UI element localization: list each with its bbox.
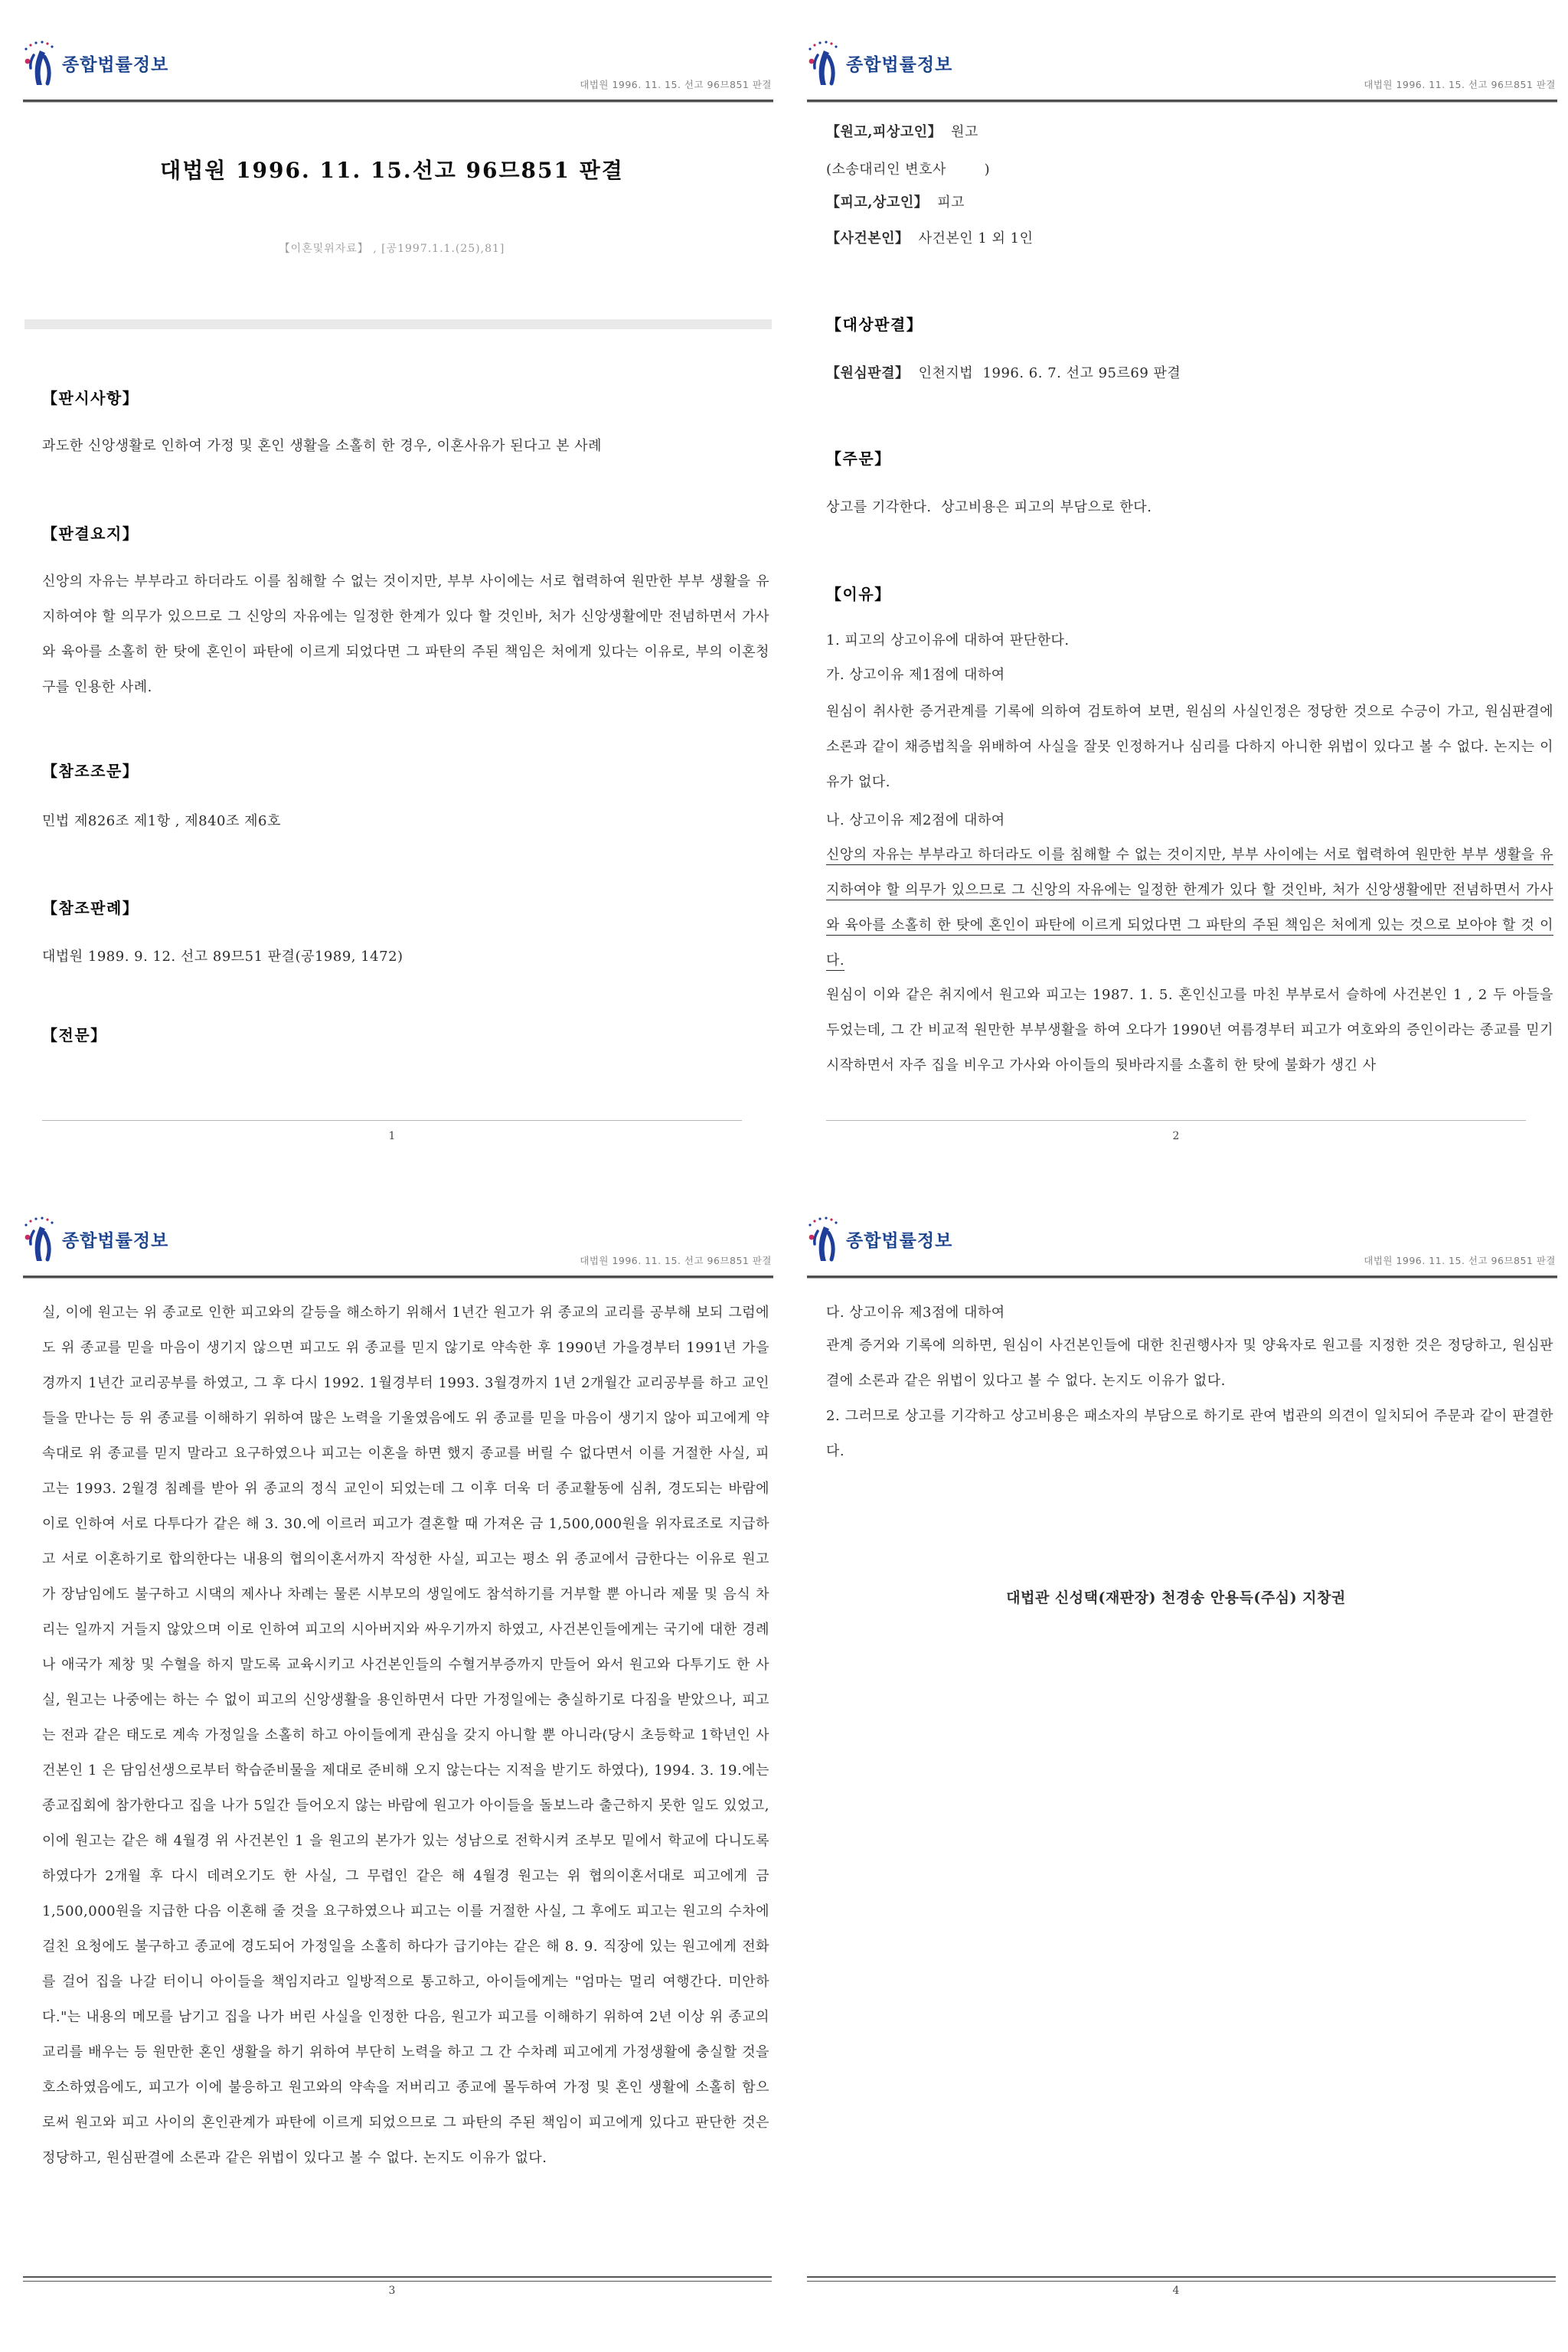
party-case-person bbox=[826, 221, 1553, 256]
brand-logo-icon bbox=[805, 1214, 841, 1263]
section-heading-chamjojomun: 【참조조문】 bbox=[42, 762, 139, 780]
header-case-ref: 대법원 1996. 11. 15. 선고 96므851 판결 bbox=[1364, 79, 1556, 90]
brand-logo-icon bbox=[21, 38, 57, 87]
party-plaintiff bbox=[826, 115, 1553, 150]
wonsim-label: 【원심판결】 bbox=[826, 365, 910, 381]
chamjojomun-body: 민법 제826조 제1항 , 제840조 제6호 bbox=[42, 813, 281, 829]
reason-paragraph-underlined: 신앙의 자유는 부부라고 하더라도 이를 침해할 수 없는 것이지만, 부부 사이에는 서로 협력하여 원만한 부부 생활을 유지하여야 할 의무가 있으므로 그 신앙의 자유에는 일정한 한계가 있다 할 것인바, 처가 신앙생활에만 전념하면서 가사와 육아를 소홀히 한 탓에 혼인이 파탄에 이르게 되었다면 그 파탄의 주된 책임은 처에게 있는 것으로 보아야 할 것 이다. bbox=[826, 847, 1553, 969]
judges-line: 대법관 신성택(재판장) 천경송 안용득(주심) 지창권 bbox=[1006, 1589, 1346, 1606]
brand-name: 종합법률정보 bbox=[846, 1230, 953, 1251]
page-2 bbox=[784, 0, 1568, 1176]
section-heading-jumun: 【주문】 bbox=[826, 449, 891, 468]
header-case-ref: 대법원 1996. 11. 15. 선고 96므851 판결 bbox=[580, 79, 772, 90]
party-attorney: (소송대리인 변호사 ) bbox=[826, 162, 991, 178]
brand-logo-icon bbox=[21, 1214, 57, 1263]
page-number: 1 bbox=[388, 1130, 396, 1142]
footer-rule bbox=[42, 1120, 742, 1121]
conclusion-paragraph: 2. 그러므로 상고를 기각하고 상고비용은 패소자의 부담으로 하기로 관여 법관의 의견이 일치되어 주문과 같이 판결한다. bbox=[826, 1408, 1553, 1459]
header-case-ref: 대법원 1996. 11. 15. 선고 96므851 판결 bbox=[1364, 1255, 1556, 1266]
reason-paragraph: 가. 상고이유 제1점에 대하여 bbox=[826, 667, 1005, 683]
chamjopallye-body: 대법원 1989. 9. 12. 선고 89므51 판결(공1989, 1472) bbox=[42, 949, 403, 965]
page-3 bbox=[0, 1176, 784, 2352]
brand-logo bbox=[805, 1214, 952, 1263]
party-defendant bbox=[826, 185, 1553, 220]
party-label: 【원고,피상고인】 bbox=[826, 124, 942, 140]
party-value: 사건본인 1 외 1인 bbox=[918, 230, 1034, 247]
reason-paragraph: 원심이 취사한 증거관계를 기록에 의하여 검토하여 보면, 원심의 사실인정은 정당한 것으로 수긍이 가고, 원심판결에 소론과 같이 채증법칙을 위배하여 사실을 잘못 인정하거나 심리를 다하지 아니한 위법이 있다고 볼 수 없다. 논지는 이유가 없다. bbox=[826, 704, 1553, 790]
reason-paragraph: 나. 상고이유 제2점에 대하여 bbox=[826, 812, 1005, 828]
pansisahang-body: 과도한 신앙생활로 인하여 가정 및 혼인 생활을 소홀히 한 경우, 이혼사유가 된다고 본 사례 bbox=[42, 438, 603, 454]
brand-name: 종합법률정보 bbox=[62, 54, 169, 75]
reason-paragraph: 다. 상고이유 제3점에 대하여 bbox=[826, 1305, 1005, 1321]
party-value: 원고 bbox=[951, 124, 978, 140]
wonsim-judgment bbox=[826, 356, 1553, 391]
section-heading-jeonmun: 【전문】 bbox=[42, 1026, 107, 1044]
brand-name: 종합법률정보 bbox=[62, 1230, 169, 1251]
brand-logo bbox=[21, 1214, 168, 1263]
section-heading-pansisahang: 【판시사항】 bbox=[42, 389, 139, 407]
page-subtitle: 【이혼및위자료】 , [공1997.1.1.(25),81] bbox=[279, 243, 505, 255]
page-title: 대법원 1996. 11. 15.선고 96므851 판결 bbox=[160, 158, 624, 183]
section-heading-chamjopallye: 【참조판례】 bbox=[42, 899, 139, 917]
party-label: 【사건본인】 bbox=[826, 230, 910, 247]
header-case-ref: 대법원 1996. 11. 15. 선고 96므851 판결 bbox=[580, 1255, 772, 1266]
divider-bar bbox=[24, 319, 772, 329]
header-rule bbox=[807, 100, 1557, 103]
facts-paragraph: 실, 이에 원고는 위 종교로 인한 피고와의 갈등을 해소하기 위해서 1년간 원고가 위 종교의 교리를 공부해 보되 그럼에도 위 종교를 믿을 마음이 생기지 않으면 피고도 위 종교를 믿지 않기로 약속한 후 1990년 가을경부터 1991년 가을경까지 1년간 교리공부를 하였고, 그 후 다시 1992. 1월경부터 1993. 3월경까지 1년 2개월간 교리공부를 하고 교인들을 만나는 등 위 종교를 이해하기 위하여 많은 노력을 기울였음에도 위 종교를 믿을 마음이 생기지 않아 피고에게 약속대로 위 종교를 믿지 말라고 요구하였으나 피고는 이혼을 하면 했지 종교를 버릴 수 없다면서 이를 거절한 사실, 피고는 1993. 2월경 침례를 받아 위 종교의 정식 교인이 되었는데 그 이후 더욱 더 종교활동에 심취, 경도되는 바람에 이로 인하여 서로 다투다가 같은 해 3. 30.에 이르러 피고가 결혼할 때 가져온 금 1,500,000원을 위자료조로 지급하고 서로 이혼하기로 합의한다는 내용의 협의이혼서까지 작성한 사실, 피고는 평소 위 종교에서 금한다는 이유로 원고가 장남임에도 불구하고 시댁의 제사나 차례는 물론 시부모의 생일에도 참석하기를 거부할 뿐 아니라 제물 및 음식 차리는 일까지 거들지 않았으며 이로 인하여 피고의 시아버지와 싸우기까지 하였고, 사건본인들에게는 국기에 대한 경례나 애국가 제창 및 수혈을 하지 말도록 교육시키고 사건본인들의 수혈거부증까지 만들어 와서 원고와 다투기도 한 사실, 원고는 나중에는 하는 수 없이 피고의 신앙생활을 용인하면서 다만 가정일에는 충실하기로 다짐을 받았으나, 피고는 전과 같은 태도로 계속 가정일을 소홀히 하고 아이들에게 관심을 갖지 아니할 뿐 아니라(당시 초등학교 1학년인 사건본인 1 은 담임선생으로부터 학습준비물을 제대로 준비해 오지 않는다는 지적을 받기도 하였다), 1994. 3. 19.에는 종교집회에 참가한다고 집을 나가 5일간 들어오지 않는 바람에 원고가 아이들을 돌보느라 출근하지 못한 일도 있었고, 이에 원고는 같은 해 4월경 위 사건본인 1 을 원고의 본가가 있는 성남으로 전학시켜 조부모 밑에서 학교에 다니도록 하였다가 2개월 후 다시 데려오기도 한 사실, 그 무렵인 같은 해 4월경 원고는 위 협의이혼서대로 피고에게 금 1,500,000원을 지급한 다음 이혼해 줄 것을 요구하였으나 피고는 이를 거절한 사실, 그 후에도 피고는 원고의 수차에 걸친 요청에도 불구하고 종교에 경도되어 가정일을 소홀히 하다가 급기야는 같은 해 8. 9. 직장에 있는 원고에게 전화를 걸어 집을 나갈 터이니 아이들을 책임지라고 일방적으로 통고하고, 아이들에게는 "엄마는 멀리 여행간다. 미안하다."는 내용의 메모를 남기고 집을 나가 버린 사실을 인정한 다음, 원고가 피고를 이해하기 위하여 2년 이상 위 종교의 교리를 배우는 등 원만한 혼인 생활을 하기 위하여 부단히 노력을 하고 그 간 수차례 피고에게 가정생활에 충실할 것을 호소하였음에도, 피고가 이에 불응하고 원고와의 약속을 저버리고 종교에 몰두하여 가정 및 혼인 생활에 소홀히 함으로써 원고와 피고 사이의 혼인관계가 파탄에 이르게 되었으므로 그 파탄의 주된 책임이 피고에게 있다고 판단한 것은 정당하고, 원심판결에 소론과 같은 위법이 있다고 볼 수 없다. 논지도 이유가 없다. bbox=[42, 1305, 769, 2166]
section-heading-daesangpangyeol: 【대상판결】 bbox=[826, 315, 923, 334]
brand-name: 종합법률정보 bbox=[846, 54, 953, 75]
section-heading-pangyeolyoji: 【판결요지】 bbox=[42, 524, 139, 543]
page-number: 2 bbox=[1172, 1130, 1180, 1142]
footer-rule bbox=[826, 1120, 1526, 1121]
page-4 bbox=[784, 1176, 1568, 2352]
brand-logo bbox=[21, 38, 168, 87]
page-number: 3 bbox=[388, 2285, 396, 2297]
brand-logo bbox=[805, 38, 952, 87]
pangyeolyoji-body: 신앙의 자유는 부부라고 하더라도 이를 침해할 수 없는 것이지만, 부부 사이에는 서로 협력하여 원만한 부부 생활을 유지하여야 할 의무가 있으므로 그 신앙의 자유에는 일정한 한계가 있다 할 것인바, 처가 신앙생활에만 전념하면서 가사와 육아를 소홀히 한 탓에 혼인이 파탄에 이르게 되었다면 그 파탄의 주된 책임은 처에게 있다는 이유로, 부의 이혼청구를 인용한 사례. bbox=[42, 573, 769, 695]
party-value: 피고 bbox=[937, 194, 965, 211]
jumun-body: 상고를 기각한다. 상고비용은 피고의 부담으로 한다. bbox=[826, 499, 1152, 515]
footer-rule bbox=[23, 2276, 772, 2282]
page-number: 4 bbox=[1172, 2285, 1180, 2297]
header-rule bbox=[807, 1276, 1557, 1279]
footer-rule bbox=[807, 2276, 1556, 2282]
wonsim-value: 인천지법 1996. 6. 7. 선고 95르69 판결 bbox=[918, 365, 1181, 381]
reason-paragraph: 원심이 이와 같은 취지에서 원고와 피고는 1987. 1. 5. 혼인신고를 마친 부부로서 슬하에 사건본인 1 , 2 두 아들을 두었는데, 그 간 비교적 원만한 부부생활을 하여 오다가 1990년 여름경부터 피고가 여호와의 증인이라는 종교를 믿기 시작하면서 자주 집을 비우고 가사와 아이들의 뒷바라지를 소홀히 한 탓에 불화가 생긴 사 bbox=[826, 987, 1553, 1073]
header-rule bbox=[23, 100, 773, 103]
header-rule bbox=[23, 1276, 773, 1279]
page-1 bbox=[0, 0, 784, 1176]
party-label: 【피고,상고인】 bbox=[826, 194, 929, 211]
reason-paragraph: 1. 피고의 상고이유에 대하여 판단한다. bbox=[826, 632, 1070, 648]
reason-paragraph: 관계 증거와 기록에 의하면, 원심이 사건본인들에 대한 친권행사자 및 양육자로 원고를 지정한 것은 정당하고, 원심판결에 소론과 같은 위법이 있다고 볼 수 없다. 논지도 이유가 없다. bbox=[826, 1338, 1553, 1389]
brand-logo-icon bbox=[805, 38, 841, 87]
section-heading-iyu: 【이유】 bbox=[826, 585, 891, 603]
